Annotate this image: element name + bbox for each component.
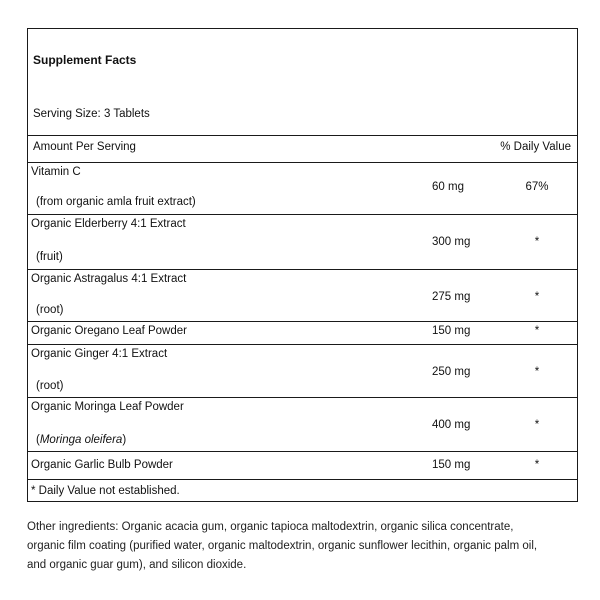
ingredient-amount: 60 mg [432,181,464,193]
ingredient-name: Organic Oregano Leaf Powder [31,325,187,337]
ingredient-daily-value: * [534,419,540,431]
ingredient-daily-value: * [534,291,540,303]
other-ingredients-line: organic film coating (purified water, organic maltodextrin, organic sunflower lecithin, organic palm oil, [27,540,538,552]
daily-value-label: % Daily Value [500,141,571,153]
ingredient-daily-value: * [534,325,540,337]
ingredient-daily-value: * [534,459,540,471]
ingredient-name: Organic Garlic Bulb Powder [31,459,173,471]
ingredient-amount: 275 mg [432,291,471,303]
ingredient-daily-value: * [534,366,540,378]
ingredient-name: Organic Ginger 4:1 Extract [31,348,168,360]
ingredient-source: (from organic amla fruit extract) [36,196,196,208]
ingredient-name: Organic Elderberry 4:1 Extract [31,218,186,230]
ingredient-amount: 150 mg [432,325,471,337]
daily-value-footnote: * Daily Value not established. [31,485,180,497]
ingredient-amount: 150 mg [432,459,471,471]
ingredient-source [36,434,126,446]
ingredient-daily-value: * [534,236,540,248]
ingredient-source-close: ) [122,434,127,446]
ingredient-amount: 300 mg [432,236,471,248]
table-row [28,322,577,344]
divider [28,479,577,480]
table-row [28,345,577,397]
ingredient-source: (fruit) [36,251,63,263]
ingredient-name: Vitamin C [31,166,81,178]
table-row [28,163,577,214]
table-header [28,135,577,162]
other-ingredients-line: Other ingredients: Organic acacia gum, organic tapioca maltodextrin, organic silica concentrate, [27,521,514,533]
supplement-facts-panel [27,28,578,502]
ingredient-source: (root) [36,380,64,392]
ingredient-source-open: ( [36,434,40,446]
table-row [28,270,577,321]
ingredient-source-botanical: Moringa oleifera [39,434,123,446]
ingredient-name: Organic Astragalus 4:1 Extract [31,273,187,285]
ingredient-amount: 400 mg [432,419,471,431]
table-row [28,215,577,269]
ingredient-name: Organic Moringa Leaf Powder [31,401,184,413]
other-ingredients [27,518,587,575]
serving-size: Serving Size: 3 Tablets [33,108,150,120]
table-row [28,398,577,451]
ingredient-daily-value: 67% [525,181,549,193]
amount-per-serving-label: Amount Per Serving [33,141,136,153]
table-row [28,452,577,479]
ingredient-amount: 250 mg [432,366,471,378]
other-ingredients-line: and organic guar gum), and silicon dioxide. [27,559,247,571]
ingredient-source: (root) [36,304,64,316]
panel-title: Supplement Facts [33,53,137,67]
